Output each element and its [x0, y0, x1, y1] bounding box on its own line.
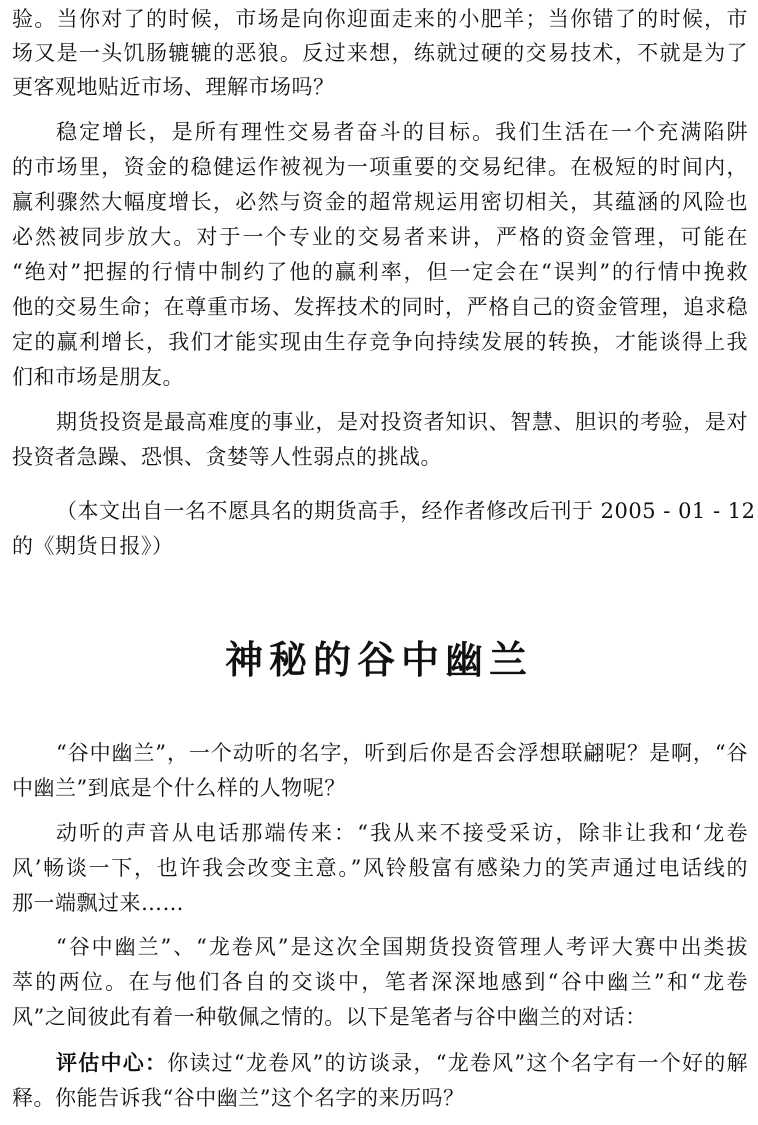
paragraph-line: 定的赢利增长，我们才能实现由生存竞争向持续发展的转换，才能谈得上我 [12, 330, 748, 354]
paragraph-line: 他的交易生命；在尊重市场、发挥技术的同时，严格自己的资金管理，追求稳 [12, 295, 748, 319]
paragraph-line: “谷中幽兰”、“龙卷风”是这次全国期货投资管理人考评大赛中出类拔 [56, 935, 748, 959]
paragraph-line: 稳定增长，是所有理性交易者奋斗的目标。我们生活在一个充满陷阱 [56, 120, 748, 144]
paragraph-line: 赢利骤然大幅度增长，必然与资金的超常规运用密切相关，其蕴涵的风险也 [12, 190, 748, 214]
paragraph-line: 那一端飘过来…… [12, 891, 184, 915]
source-note-line: （本文出自一名不愿具名的期货高手，经作者修改后刊于 2005 - 01 - 12 [56, 499, 756, 523]
paragraph-line: 更客观地贴近市场、理解市场吗？ [12, 75, 335, 99]
paragraph-line: 场又是一头饥肠辘辘的恶狼。反过来想，练就过硬的交易技术，不就是为了 [12, 41, 748, 65]
source-note-line: 的《期货日报》） [12, 534, 174, 558]
dialogue-line: 释。你能告诉我“谷中幽兰”这个名字的来历吗？ [12, 1086, 465, 1110]
paragraph-line: 投资者急躁、恐惧、贪婪等人性弱点的挑战。 [12, 445, 442, 469]
paragraph-line: 萃的两位。在与他们各自的交谈中，笔者深深地感到“谷中幽兰”和“龙卷 [12, 970, 748, 994]
paragraph-line: 的市场里，资金的稳健运作被视为一项重要的交易纪律。在极短的时间内， [12, 155, 748, 179]
dialogue-line [56, 1046, 748, 1080]
paragraph-line: “绝对”把握的行情中制约了他的赢利率，但一定会在“误判”的行情中挽救 [12, 260, 748, 284]
paragraph-line: 动听的声音从电话那端传来：“我从来不接受采访，除非让我和‘龙卷 [56, 821, 748, 845]
paragraph-line: 中幽兰”到底是个什么样的人物呢？ [12, 776, 346, 800]
paragraph-line: 风’畅谈一下，也许我会改变主意。”风铃般富有感染力的笑声通过电话线的 [12, 856, 748, 880]
paragraph-line: 验。当你对了的时候，市场是向你迎面走来的小肥羊；当你错了的时候，市 [12, 7, 748, 31]
speaker-label: 评估中心： [56, 1051, 168, 1075]
paragraph-line: 期货投资是最高难度的事业，是对投资者知识、智慧、胆识的考验，是对 [56, 410, 748, 434]
paragraph-line: 们和市场是朋友。 [12, 365, 184, 389]
section-title: 神秘的谷中幽兰 [224, 638, 533, 682]
paragraph-line: “谷中幽兰”，一个动听的名字，听到后你是否会浮想联翩呢？是啊，“谷 [56, 741, 748, 765]
dialogue-text: 你读过“龙卷风”的访谈录，“龙卷风”这个名字有一个好的解 [167, 1051, 748, 1075]
paragraph-line: 必然被同步放大。对于一个专业的交易者来讲，严格的资金管理，可能在 [12, 225, 748, 249]
paragraph-line: 风”之间彼此有着一种敬佩之情的。以下是笔者与谷中幽兰的对话： [12, 1005, 647, 1029]
